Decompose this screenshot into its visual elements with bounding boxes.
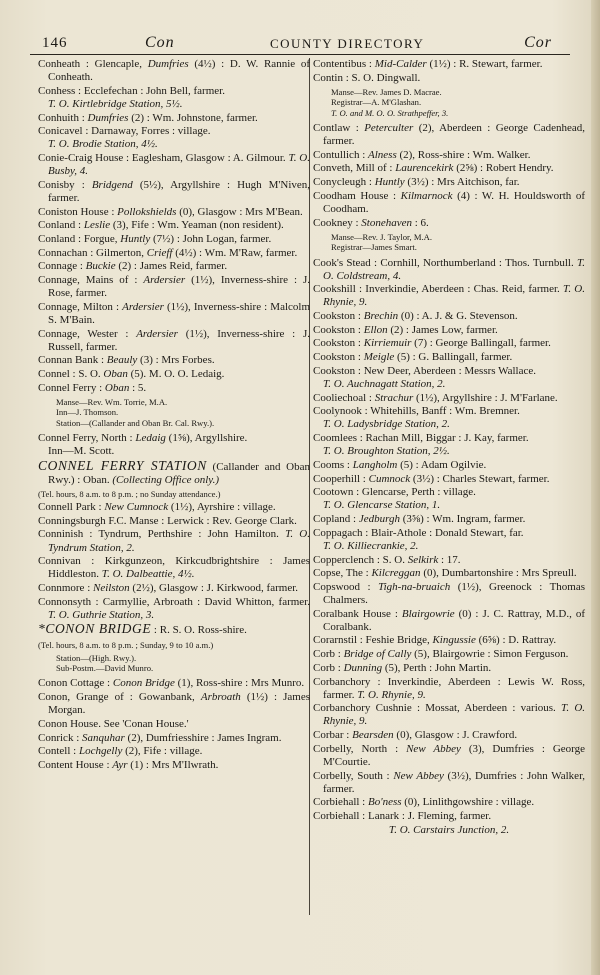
entry: Conhess : Ecclefechan : John Bell, farmer. T. O. Kirtlebridge Station, 5½. bbox=[38, 84, 225, 110]
entry: Connonsyth : Carmyllie, Arbroath : David Whitton, farmer. T. O. Guthrie Station, 3. bbox=[38, 595, 310, 621]
page-header bbox=[30, 30, 570, 55]
header-right-word: Cor bbox=[524, 34, 552, 51]
entry: Copland : Jedburgh (3⅝) : Wm. Ingram, farmer. bbox=[313, 513, 526, 526]
entry: Conninish : Tyndrum, Perthshire : John Hamilton. T. O. Tyndrum Station, 2. bbox=[38, 528, 310, 554]
entry: Contullich : Alness (2), Ross-shire : Wm. Walker. bbox=[313, 148, 531, 161]
entry: Conland : Forgue, Huntly (7½) : John Logan, farmer. bbox=[38, 232, 272, 245]
entry: Cooliechoal : Strachur (1½), Argyllshire : J. M'Farlane. bbox=[313, 391, 558, 404]
entry: Conicavel : Darnaway, Forres : village. T. O. Brodie Station, 4½. bbox=[38, 125, 211, 151]
right-column bbox=[313, 58, 585, 837]
entry: Connmore : Neilston (2½), Glasgow : J. Kirkwood, farmer. bbox=[38, 581, 299, 594]
entry-note: Manse—Rev. James D. Macrae. Registrar—A. M'Glashan. T. O. and M. O. O. Strathpeffer, 3. bbox=[331, 86, 449, 118]
entry: Coomlees : Rachan Mill, Biggar : J. Kay, farmer. T. O. Broughton Station, 2½. bbox=[313, 432, 529, 458]
entry: Cooperhill : Cumnock (3½) : Charles Stewart, farmer. bbox=[313, 472, 550, 485]
entry: Conveth, Mill of : Laurencekirk (2⅝) : Robert Hendry. bbox=[313, 162, 554, 175]
entry: Corbiehall : Bo'ness (0), Linlithgowshire : village. bbox=[313, 796, 535, 809]
telegraph-hours: (Tel. hours, 8 a.m. to 8 p.m. ; Sunday, 9 to 10 a.m.) bbox=[38, 639, 214, 650]
entry: Conycleugh : Huntly (3½) : Mrs Aitchison, far. bbox=[313, 176, 520, 189]
entry: Contlaw : Peterculter (2), Aberdeen : George Cadenhead, farmer. bbox=[313, 122, 586, 148]
entry: Coolynook : Whitehills, Banff : Wm. Bremner. T. O. Ladysbridge Station, 2. bbox=[313, 405, 520, 431]
entry: Connage, Wester : Ardersier (1½), Inverness-shire : J. Russell, farmer. bbox=[38, 327, 310, 353]
entry: Corb : Dunning (5), Perth : John Martin. bbox=[313, 661, 492, 674]
entry: Corbiehall : Lanark : J. Fleming, farmer. bbox=[313, 810, 492, 822]
entry: Corarnstil : Feshie Bridge, Kingussie (6⅝) : D. Rattray. bbox=[313, 634, 557, 647]
entry: Cookston : New Deer, Aberdeen : Messrs Wallace. T. O. Auchnagatt Station, 2. bbox=[313, 364, 536, 390]
telegraph-hours: (Tel. hours, 8 a.m. to 8 p.m. ; no Sunday attendance.) bbox=[38, 489, 221, 500]
entry: T. O. Carstairs Junction, 2. bbox=[388, 823, 510, 836]
station-entry: *CONON BRIDGE : R. S. O. Ross-shire. bbox=[38, 621, 247, 637]
entry: Corbelly, South : New Abbey (3½), Dumfries : John Walker, farmer. bbox=[313, 769, 586, 795]
entry: Conheath : Glencaple, Dumfries (4½) : D. W. Rannie of Conheath. bbox=[38, 58, 311, 84]
entry: Coralbank House : Blairgowrie (0) : J. C. Rattray, M.D., of Coralbank. bbox=[313, 607, 585, 633]
entry: Connel Ferry : Oban : 5. bbox=[38, 381, 147, 394]
entry: Connel : S. O. Oban (5). M. O. O. Ledaig. bbox=[38, 368, 225, 381]
entry: Conon House. See 'Conan House.' bbox=[38, 717, 189, 730]
entry: Conland : Leslie (3), Fife : Wm. Yeaman (non resident). bbox=[38, 219, 284, 232]
entry: Conon, Grange of : Gowanbank, Arbroath (1½) : James Morgan. bbox=[38, 691, 311, 717]
entry: Cookston : Kirriemuir (7) : George Ballingall, farmer. bbox=[313, 337, 551, 350]
header-title: COUNTY DIRECTORY bbox=[270, 36, 425, 51]
entry: Coppagach : Blair-Athole : Donald Stewart, far. T. O. Killiecrankie, 2. bbox=[313, 526, 524, 552]
entry: Conisby : Bridgend (5½), Argyllshire : Hugh M'Niven, farmer. bbox=[38, 178, 311, 204]
entry: Cootown : Glencarse, Perth : village. T. O. Glencarse Station, 1. bbox=[313, 486, 476, 512]
entry: Corb : Bridge of Cally (5), Blairgowrie : Simon Ferguson. bbox=[313, 648, 569, 661]
entry: Connell Park : New Cumnock (1½), Ayrshire : village. bbox=[38, 501, 276, 514]
entry: Connachan : Gilmerton, Crieff (4½) : Wm. M'Raw, farmer. bbox=[38, 246, 298, 259]
page-edge bbox=[591, 0, 600, 975]
entry: Corbanchory Cushnie : Mossat, Aberdeen : various. T. O. Rhynie, 9. bbox=[313, 702, 586, 728]
entry-note: Manse—Rev. J. Taylor, M.A. Registrar—James Smart. bbox=[331, 231, 432, 253]
entry: Coodham House : Kilmarnock (4) : W. H. Houldsworth of Coodham. bbox=[313, 189, 586, 215]
entry: Corbelly, North : New Abbey (3), Dumfries : George M'Courtie. bbox=[313, 742, 586, 768]
entry: Connage : Buckie (2) : James Reid, farmer. bbox=[38, 260, 228, 273]
entry: Connan Bank : Beauly (3) : Mrs Forbes. bbox=[38, 354, 215, 367]
entry: Cookston : Brechin (0) : A. J. & G. Stevenson. bbox=[313, 310, 518, 323]
entry: Copperclench : S. O. Selkirk : 17. bbox=[313, 553, 461, 566]
entry: Copse, The : Kilcreggan (0), Dumbartonshire : Mrs Spreull. bbox=[313, 567, 577, 580]
entry: Contell : Lochgelly (2), Fife : village. bbox=[38, 745, 203, 758]
entry: Connel Ferry, North : Ledaig (1⅝), Argyllshire. Inn—M. Scott. bbox=[38, 432, 248, 458]
entry: Conningsburgh F.C. Manse : Lerwick : Rev. George Clark. bbox=[38, 514, 297, 527]
entry: Contentibus : Mid-Calder (1½) : R. Stewart, farmer. bbox=[313, 58, 543, 70]
page-number: 146 bbox=[42, 35, 68, 51]
entry: Conrick : Sanquhar (2), Dumfriesshire : James Ingram. bbox=[38, 731, 282, 744]
left-column bbox=[38, 58, 310, 773]
entry: Connage, Mains of : Ardersier (1½), Inverness-shire : J. Rose, farmer. bbox=[38, 274, 311, 300]
entry: Connivan : Kirkgunzeon, Kirkcudbrightshire : James Hiddleston. T. O. Dalbeattie, 4½. bbox=[38, 555, 310, 581]
entry: Conon Cottage : Conon Bridge (1), Ross-shire : Mrs Munro. bbox=[38, 677, 305, 690]
station-entry: CONNEL FERRY STATION (Callander and Oban Rwy.) : Oban. (Collecting Office only.) bbox=[38, 457, 311, 486]
entry: Copswood : Tigh-na-bruaich (1½), Greenock : Thomas Chalmers. bbox=[313, 580, 586, 606]
entry: Cook's Stead : Cornhill, Northumberland : Thos. Turnbull. T. O. Coldstream, 4. bbox=[313, 256, 586, 282]
entry: Conhuith : Dumfries (2) : Wm. Johnstone, farmer. bbox=[38, 111, 258, 124]
entry: Coniston House : Pollokshields (0), Glasgow : Mrs M'Bean. bbox=[38, 205, 303, 218]
entry: Cookston : Ellon (2) : James Low, farmer. bbox=[313, 323, 498, 336]
entry-note: Manse—Rev. Wm. Torrie, M.A. Inn—J. Thomson. Station—(Callander and Oban Br. Cal. Rwy.). bbox=[56, 396, 215, 428]
entry: Conie-Craig House : Eaglesham, Glasgow : A. Gilmour. T. O. Busby, 4. bbox=[38, 152, 310, 178]
entry: Cookney : Stonehaven : 6. bbox=[313, 216, 429, 229]
entry: Cookston : Meigle (5) : G. Ballingall, farmer. bbox=[313, 351, 513, 364]
entry-note: Station—(High. Rwy.). Sub-Postm.—David Munro. bbox=[56, 652, 154, 673]
entry: Cookshill : Inverkindie, Aberdeen : Chas. Reid, farmer. T. O. Rhynie, 9. bbox=[313, 283, 586, 309]
header-left-word: Con bbox=[145, 34, 175, 51]
entry: Corbanchory : Inverkindie, Aberdeen : Lewis W. Ross, farmer. T. O. Rhynie, 9. bbox=[313, 675, 585, 701]
entry: Cooms : Langholm (5) : Adam Ogilvie. bbox=[313, 458, 487, 471]
entry: Content House : Ayr (1) : Mrs M'Ilwrath. bbox=[38, 758, 219, 771]
entry: Corbar : Bearsden (0), Glasgow : J. Crawford. bbox=[313, 729, 518, 742]
entry: Connage, Milton : Ardersier (1½), Inverness-shire : Malcolm S. M'Bain. bbox=[38, 300, 311, 326]
entry: Contin : S. O. Dingwall. bbox=[313, 71, 421, 84]
